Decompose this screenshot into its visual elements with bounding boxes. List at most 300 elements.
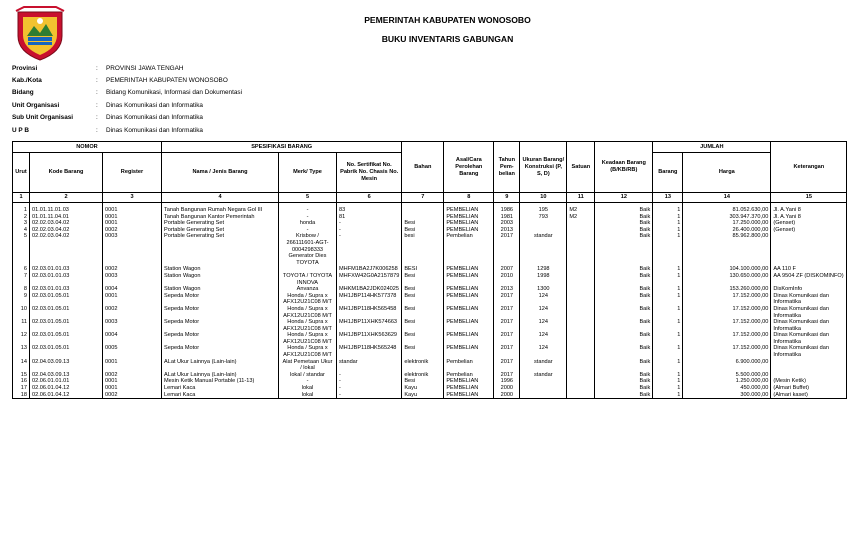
table-row — [13, 220, 847, 227]
cell-bahan: besi — [402, 233, 444, 266]
meta-value: Dinas Komunikasi dan Informatika — [106, 101, 203, 109]
cell-jumlah: 1 — [653, 220, 683, 227]
cell-kode: 02.03.01.01.03 — [30, 273, 103, 286]
cell-ukuran: standar — [520, 359, 567, 372]
cell-kode: 02.06.01.04.12 — [30, 392, 103, 399]
header-spesifikasi: SPESIFIKASI BARANG — [162, 142, 402, 153]
cell-merk: - — [279, 214, 337, 221]
cell-keterangan — [771, 372, 847, 379]
cell-harga: 153.260.000,00 — [683, 286, 771, 293]
header-kode: Kode Barang — [30, 153, 103, 193]
cell-kode: 02.03.01.01.03 — [30, 266, 103, 273]
cell-tahun: 2017 — [494, 372, 520, 379]
cell-merk: Krisbow / 266111601-AGT-0004298333 Generator Dies TOYOTA — [279, 233, 337, 266]
cell-keadaan: Baik — [595, 266, 653, 273]
cell-jumlah: 1 — [653, 332, 683, 345]
cell-keterangan: (Almari Buffet) — [771, 385, 847, 392]
meta-label: Unit Organisasi — [12, 101, 60, 109]
cell-urut: 4 — [13, 227, 30, 234]
cell-ukuran: standar — [520, 233, 567, 266]
cell-sertifikat: MH1JBP11XHK563629 — [337, 332, 402, 345]
cell-satuan — [567, 233, 595, 266]
cell-jumlah: 1 — [653, 319, 683, 332]
cell-urut: 16 — [13, 378, 30, 385]
cell-nama: Tanah Bangunan Rumah Negara Gol III — [162, 207, 279, 214]
cell-keadaan: Baik — [595, 293, 653, 306]
cell-kode: 02.06.01.04.12 — [30, 385, 103, 392]
header-merk: Merk/ Type — [279, 153, 337, 193]
cell-register: 0003 — [103, 319, 162, 332]
cell-tahun: 2017 — [494, 233, 520, 266]
cell-asal: PEMBELIAN — [444, 332, 494, 345]
cell-urut: 12 — [13, 332, 30, 345]
cell-asal: PEMBELIAN — [444, 207, 494, 214]
cell-nama: Portable Generating Set — [162, 220, 279, 227]
cell-merk: Honda / Supra x AFX12U21C08 M/T — [279, 293, 337, 306]
cell-register: 0001 — [103, 214, 162, 221]
page-subtitle: BUKU INVENTARIS GABUNGAN — [381, 34, 514, 44]
cell-harga: 81.052.630,00 — [683, 207, 771, 214]
cell-nama: Sepeda Motor — [162, 345, 279, 358]
cell-tahun: 2007 — [494, 266, 520, 273]
cell-asal: PEMBELIAN — [444, 273, 494, 286]
cell-satuan — [567, 332, 595, 345]
cell-bahan: elektronik — [402, 372, 444, 379]
table-row — [13, 359, 847, 372]
cell-urut: 5 — [13, 233, 30, 266]
cell-kode: 01.01.11.01.03 — [30, 207, 103, 214]
cell-satuan — [567, 286, 595, 293]
cell-satuan — [567, 273, 595, 286]
cell-sertifikat: - — [337, 378, 402, 385]
cell-keterangan: AA 110 F — [771, 266, 847, 273]
cell-keadaan: Baik — [595, 392, 653, 399]
cell-keterangan: DisKomInfo — [771, 286, 847, 293]
cell-keadaan: Baik — [595, 319, 653, 332]
cell-sertifikat: - — [337, 227, 402, 234]
cell-sertifikat: 83 — [337, 207, 402, 214]
cell-ukuran — [520, 385, 567, 392]
meta-separator: : — [96, 101, 98, 109]
cell-keadaan: Baik — [595, 385, 653, 392]
cell-nama: Lemari Kaca — [162, 385, 279, 392]
cell-tahun: 2010 — [494, 273, 520, 286]
table-row — [13, 392, 847, 399]
cell-harga: 303.947.370,00 — [683, 214, 771, 221]
cell-sertifikat: - — [337, 392, 402, 399]
cell-merk: Honda / Supra x AFX12U21C08 M/T — [279, 319, 337, 332]
cell-harga: 17.152.000,00 — [683, 345, 771, 358]
cell-merk: Honda / Supra x AFX12U21C08 M/T — [279, 306, 337, 319]
cell-ukuran: 124 — [520, 306, 567, 319]
cell-harga: 130.650.000,00 — [683, 273, 771, 286]
cell-keterangan: Dinas Komunikasi dan Informatika — [771, 306, 847, 319]
cell-register: 0001 — [103, 359, 162, 372]
cell-nama: Mesin Ketik Manual Portable (11-13) — [162, 378, 279, 385]
cell-urut: 18 — [13, 392, 30, 399]
cell-satuan — [567, 345, 595, 358]
cell-tahun: 2003 — [494, 220, 520, 227]
cell-asal: PEMBELIAN — [444, 392, 494, 399]
cell-keadaan: Baik — [595, 378, 653, 385]
meta-label: Provinsi — [12, 64, 38, 72]
cell-bahan: Kayu — [402, 392, 444, 399]
cell-ukuran: 124 — [520, 319, 567, 332]
cell-sertifikat: MH1JBP11XHK574663 — [337, 319, 402, 332]
cell-bahan: Besi — [402, 319, 444, 332]
cell-ukuran: 124 — [520, 293, 567, 306]
meta-label: Sub Unit Organisasi — [12, 114, 74, 122]
cell-sertifikat: standar — [337, 359, 402, 372]
cell-satuan — [567, 306, 595, 319]
cell-keterangan: (Genset) — [771, 227, 847, 234]
cell-register: 0001 — [103, 378, 162, 385]
cell-kode: 02.02.03.04.02 — [30, 233, 103, 266]
cell-satuan — [567, 372, 595, 379]
cell-satuan — [567, 266, 595, 273]
cell-nama: Portable Generating Set — [162, 233, 279, 266]
table-body — [13, 203, 847, 399]
header-keadaan: Keadaan Barang (B/KB/RB) — [595, 142, 653, 193]
meta-label: Bidang — [12, 89, 34, 97]
column-number: 12 — [595, 193, 653, 203]
document-meta — [12, 62, 242, 136]
cell-harga: 5.500.000,00 — [683, 372, 771, 379]
header-harga: Harga — [683, 153, 771, 193]
cell-ukuran — [520, 227, 567, 234]
cell-jumlah: 1 — [653, 207, 683, 214]
cell-satuan — [567, 293, 595, 306]
cell-nama: Portable Generating Set — [162, 227, 279, 234]
header-urut: Urut — [13, 153, 30, 193]
cell-jumlah: 1 — [653, 359, 683, 372]
column-number: 7 — [402, 193, 444, 203]
cell-harga: 450.000,00 — [683, 385, 771, 392]
cell-bahan: Besi — [402, 286, 444, 293]
cell-nama: Sepeda Motor — [162, 293, 279, 306]
cell-satuan — [567, 359, 595, 372]
cell-jumlah: 1 — [653, 214, 683, 221]
cell-sertifikat: MHFXW42G0A2157879 — [337, 273, 402, 286]
cell-register: 0001 — [103, 293, 162, 306]
cell-jumlah: 1 — [653, 266, 683, 273]
cell-asal: PEMBELIAN — [444, 345, 494, 358]
cell-register: 0002 — [103, 266, 162, 273]
meta-row-bidang — [12, 87, 242, 99]
header-sertifikat: No. Sertifikat No. Pabrik No. Chasis No. Mesin — [337, 153, 402, 193]
cell-keadaan: Baik — [595, 345, 653, 358]
cell-sertifikat: - — [337, 220, 402, 227]
cell-nama: Sepeda Motor — [162, 306, 279, 319]
cell-harga: 26.400.000,00 — [683, 227, 771, 234]
cell-bahan: Besi — [402, 378, 444, 385]
cell-keadaan: Baik — [595, 372, 653, 379]
cell-merk: lokal / standar — [279, 372, 337, 379]
cell-urut: 11 — [13, 319, 30, 332]
cell-jumlah: 1 — [653, 227, 683, 234]
table-row — [13, 293, 847, 306]
meta-value: Dinas Komunikasi dan Informatika — [106, 126, 203, 134]
cell-nama: Station Wagon — [162, 286, 279, 293]
meta-separator: : — [96, 89, 98, 97]
cell-keterangan: AA 9504 ZF (DISKOMINFO) — [771, 273, 847, 286]
cell-register: 0004 — [103, 286, 162, 293]
header-satuan: Satuan — [567, 142, 595, 193]
meta-row-upb — [12, 124, 242, 136]
cell-ukuran — [520, 392, 567, 399]
cell-bahan: Besi — [402, 227, 444, 234]
cell-kode: 01.01.11.04.01 — [30, 214, 103, 221]
cell-keadaan: Baik — [595, 214, 653, 221]
inventory-table — [12, 141, 847, 399]
cell-keadaan: Baik — [595, 220, 653, 227]
table-row — [13, 214, 847, 221]
cell-tahun: 1981 — [494, 214, 520, 221]
cell-urut: 9 — [13, 293, 30, 306]
cell-keterangan: Dinas Komunikasi dan Informatika — [771, 345, 847, 358]
cell-register: 0001 — [103, 220, 162, 227]
table-row — [13, 286, 847, 293]
cell-asal: Pembelian — [444, 372, 494, 379]
cell-satuan: M2 — [567, 207, 595, 214]
cell-keterangan: Dinas Komunikasi dan Informatika — [771, 293, 847, 306]
cell-sertifikat: - — [337, 233, 402, 266]
cell-harga: 300.000,00 — [683, 392, 771, 399]
meta-value: PROVINSI JAWA TENGAH — [106, 64, 184, 72]
cell-keadaan: Baik — [595, 227, 653, 234]
cell-asal: PEMBELIAN — [444, 214, 494, 221]
cell-urut: 17 — [13, 385, 30, 392]
column-number: 15 — [771, 193, 847, 203]
cell-harga: 17.152.000,00 — [683, 306, 771, 319]
cell-bahan: Besi — [402, 273, 444, 286]
meta-separator: : — [96, 77, 98, 85]
column-number: 6 — [337, 193, 402, 203]
cell-jumlah: 1 — [653, 293, 683, 306]
cell-urut: 7 — [13, 273, 30, 286]
cell-harga: 1.250.000,00 — [683, 378, 771, 385]
column-number: 4 — [162, 193, 279, 203]
meta-row-sub-unit-organisasi — [12, 112, 242, 124]
table-row — [13, 266, 847, 273]
meta-value: PEMERINTAH KABUPATEN WONOSOBO — [106, 77, 228, 85]
column-number: 8 — [444, 193, 494, 203]
header-nomor: NOMOR — [13, 142, 162, 153]
cell-urut: 2 — [13, 214, 30, 221]
table-row — [13, 306, 847, 319]
cell-keterangan — [771, 359, 847, 372]
cell-urut: 14 — [13, 359, 30, 372]
cell-jumlah: 1 — [653, 385, 683, 392]
cell-keterangan — [771, 233, 847, 266]
cell-nama: Station Wagon — [162, 266, 279, 273]
cell-asal: PEMBELIAN — [444, 286, 494, 293]
table-row — [13, 372, 847, 379]
cell-ukuran: 793 — [520, 214, 567, 221]
cell-register: 0002 — [103, 306, 162, 319]
column-number: 14 — [683, 193, 771, 203]
header-register: Register — [103, 153, 162, 193]
cell-keadaan: Baik — [595, 233, 653, 266]
cell-bahan — [402, 207, 444, 214]
cell-urut: 15 — [13, 372, 30, 379]
cell-keterangan: (Genset) — [771, 220, 847, 227]
cell-kode: 02.02.03.04.02 — [30, 220, 103, 227]
cell-harga: 6.900.000,00 — [683, 359, 771, 372]
cell-sertifikat: 81 — [337, 214, 402, 221]
cell-kode: 02.03.01.05.01 — [30, 345, 103, 358]
cell-sertifikat: MH1JBP118HK565458 — [337, 306, 402, 319]
header-barang: Barang — [653, 153, 683, 193]
cell-nama: Lemari Kaca — [162, 392, 279, 399]
cell-asal: Pembelian — [444, 359, 494, 372]
cell-asal: PEMBELIAN — [444, 266, 494, 273]
cell-asal: PEMBELIAN — [444, 227, 494, 234]
cell-merk: - — [279, 207, 337, 214]
cell-harga: 17.152.000,00 — [683, 293, 771, 306]
cell-tahun: 2000 — [494, 392, 520, 399]
cell-sertifikat: MH1JBP114HK577378 — [337, 293, 402, 306]
cell-merk: - — [279, 227, 337, 234]
cell-keterangan: (Mesin Ketik) — [771, 378, 847, 385]
meta-row-kabkota — [12, 74, 242, 86]
meta-row-provinsi — [12, 62, 242, 74]
cell-nama: Sepeda Motor — [162, 319, 279, 332]
cell-satuan — [567, 392, 595, 399]
cell-urut: 8 — [13, 286, 30, 293]
cell-jumlah: 1 — [653, 345, 683, 358]
table-row — [13, 227, 847, 234]
cell-asal: PEMBELIAN — [444, 385, 494, 392]
table-row — [13, 273, 847, 286]
cell-ukuran: 1298 — [520, 266, 567, 273]
cell-keadaan: Baik — [595, 273, 653, 286]
cell-sertifikat: - — [337, 372, 402, 379]
cell-keadaan: Baik — [595, 359, 653, 372]
cell-jumlah: 1 — [653, 286, 683, 293]
cell-tahun: 2017 — [494, 332, 520, 345]
cell-keterangan: Dinas Komunikasi dan Informatika — [771, 319, 847, 332]
meta-value: Bidang Komunikasi, Informasi dan Dokumentasi — [106, 89, 243, 97]
cell-tahun: 1996 — [494, 378, 520, 385]
cell-kode: 02.04.03.09.13 — [30, 359, 103, 372]
table-row — [13, 233, 847, 266]
cell-merk — [279, 266, 337, 273]
cell-ukuran — [520, 220, 567, 227]
cell-register: 0005 — [103, 345, 162, 358]
cell-register: 0004 — [103, 332, 162, 345]
cell-bahan: Kayu — [402, 385, 444, 392]
meta-label: U P B — [12, 126, 29, 134]
cell-kode: 02.03.01.05.01 — [30, 306, 103, 319]
table-row — [13, 332, 847, 345]
cell-asal: PEMBELIAN — [444, 293, 494, 306]
cell-asal: PEMBELIAN — [444, 220, 494, 227]
cell-keterangan: Jl. A.Yani 8 — [771, 207, 847, 214]
cell-tahun: 2017 — [494, 293, 520, 306]
cell-register: 0003 — [103, 233, 162, 266]
cell-bahan: elektronik — [402, 359, 444, 372]
header-keterangan: Keterangan — [771, 142, 847, 193]
cell-keterangan: (Almari kaset) — [771, 392, 847, 399]
cell-harga: 17.152.000,00 — [683, 332, 771, 345]
header-nama: Nama / Jenis Barang — [162, 153, 279, 193]
table-row — [13, 378, 847, 385]
cell-register: 0001 — [103, 207, 162, 214]
cell-urut: 3 — [13, 220, 30, 227]
cell-ukuran: 1300 — [520, 286, 567, 293]
cell-bahan: Besi — [402, 345, 444, 358]
column-number: 11 — [567, 193, 595, 203]
meta-separator: : — [96, 126, 98, 134]
cell-asal: Pembelian — [444, 233, 494, 266]
cell-bahan: BESI — [402, 266, 444, 273]
cell-keadaan: Baik — [595, 306, 653, 319]
cell-ukuran: standar — [520, 372, 567, 379]
cell-nama: Station Wagon — [162, 273, 279, 286]
cell-jumlah: 1 — [653, 378, 683, 385]
column-number: 13 — [653, 193, 683, 203]
header-bahan: Bahan — [402, 142, 444, 193]
cell-satuan — [567, 385, 595, 392]
column-number: 10 — [520, 193, 567, 203]
cell-ukuran: 124 — [520, 332, 567, 345]
cell-kode: 02.03.01.05.01 — [30, 293, 103, 306]
cell-tahun: 1986 — [494, 207, 520, 214]
cell-urut: 6 — [13, 266, 30, 273]
table-column-numbers-row — [13, 193, 847, 203]
column-number: 9 — [494, 193, 520, 203]
cell-register: 0002 — [103, 227, 162, 234]
cell-satuan — [567, 220, 595, 227]
cell-asal: PEMBELIAN — [444, 319, 494, 332]
cell-nama: ALat Ukur Lainnya (Lain-lain) — [162, 372, 279, 379]
cell-merk: Alat Pemetaan Ukur / lokal — [279, 359, 337, 372]
cell-tahun: 2017 — [494, 319, 520, 332]
cell-merk: TOYOTA / TOYOTA INNOVA — [279, 273, 337, 286]
cell-harga: 17.250.000,00 — [683, 220, 771, 227]
cell-ukuran: 1998 — [520, 273, 567, 286]
cell-asal: PEMBELIAN — [444, 378, 494, 385]
cell-bahan: Besi — [402, 306, 444, 319]
cell-tahun: 2017 — [494, 359, 520, 372]
meta-label: Kab./Kota — [12, 77, 42, 85]
cell-bahan: Besi — [402, 332, 444, 345]
column-number: 5 — [279, 193, 337, 203]
cell-sertifikat: MHFM1BA2J7K006258 — [337, 266, 402, 273]
meta-separator: : — [96, 64, 98, 72]
cell-nama: Tanah Bangunan Kantor Pemerintah — [162, 214, 279, 221]
cell-kode: 02.02.03.04.02 — [30, 227, 103, 234]
meta-row-unit-organisasi — [12, 99, 242, 111]
cell-harga: 85.962.800,00 — [683, 233, 771, 266]
cell-kode: 02.03.01.01.03 — [30, 286, 103, 293]
cell-harga: 104.100.000,00 — [683, 266, 771, 273]
cell-register: 0002 — [103, 372, 162, 379]
cell-tahun: 2013 — [494, 227, 520, 234]
column-number: 1 — [13, 193, 30, 203]
cell-kode: 02.03.01.05.01 — [30, 319, 103, 332]
cell-kode: 02.03.01.05.01 — [30, 332, 103, 345]
cell-bahan: Besi — [402, 293, 444, 306]
cell-asal: PEMBELIAN — [444, 306, 494, 319]
cell-ukuran — [520, 378, 567, 385]
column-number: 2 — [30, 193, 103, 203]
cell-keadaan: Baik — [595, 207, 653, 214]
cell-ukuran: 195 — [520, 207, 567, 214]
cell-jumlah: 1 — [653, 273, 683, 286]
cell-harga: 17.152.000,00 — [683, 319, 771, 332]
